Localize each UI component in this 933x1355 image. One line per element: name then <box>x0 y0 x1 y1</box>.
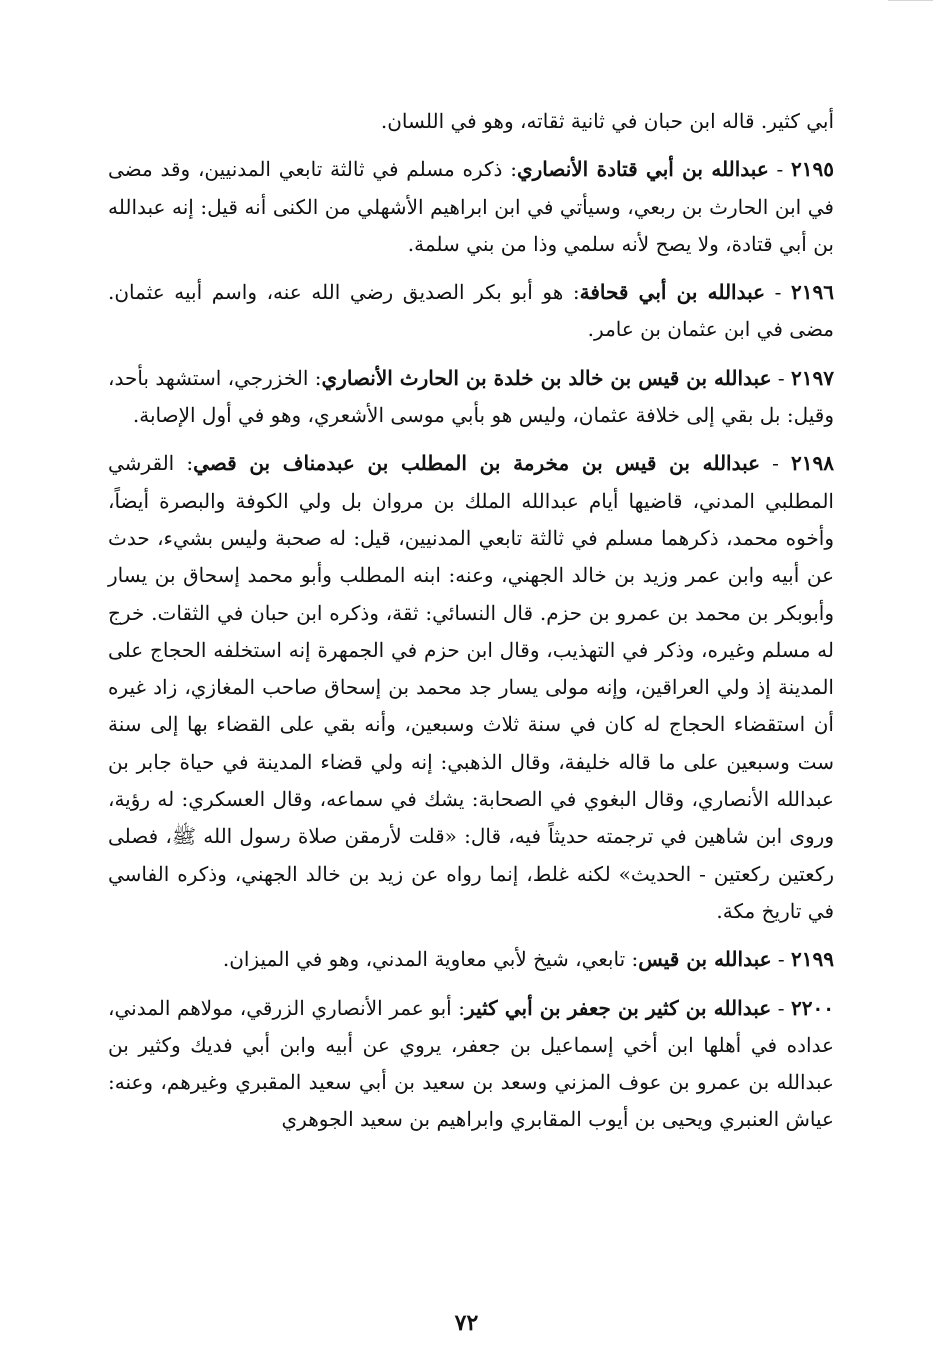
entry-number: ٢١٩٩ <box>791 947 834 972</box>
entry-number: ٢١٩٦ <box>791 280 834 305</box>
entry-2199: ٢١٩٩ - عبدالله بن قيس: تابعي، شيخ لأبي معاوية المدني، وهو في الميزان. <box>222 947 834 972</box>
entry-name: عبدالله بن كثير بن جعفر بن أبي كثير <box>465 995 772 1020</box>
entry-2196: ٢١٩٦ - عبدالله بن أبي قحافة: هو أبو بكر الصديق رضي الله عنه، واسم أبيه عثمان. مضى في ابن عثمان بن عامر. <box>108 280 834 342</box>
entry-name: عبدالله بن قيس <box>638 947 772 972</box>
entry-name: عبدالله بن أبي قحافة <box>579 280 766 305</box>
entry-text: الخزرجي، استشهد بأحد، وقيل: بل بقي إلى خلافة عثمان، وليس هو بأبي موسى الأشعري، وهو في أول الإصابة. <box>108 365 834 428</box>
entry-text: تابعي، شيخ لأبي معاوية المدني، وهو في الميزان. <box>222 947 626 972</box>
entry-name: عبدالله بن أبي قتادة الأنصاري <box>516 157 769 182</box>
page-number: ٧٢ <box>454 1310 479 1336</box>
continuation-paragraph: أبي كثير. قاله ابن حبان في ثانية ثقاته، وهو في اللسان. <box>380 109 834 133</box>
entry-2197: ٢١٩٧ - عبدالله بن قيس بن خالد بن خلدة بن الحارث الأنصاري: الخزرجي، استشهد بأحد، وقيل: بل بقي إلى خلافة عثمان، وليس هو بأبي موسى الأشعري، وهو في أول الإصابة. <box>108 365 834 428</box>
entry-number: ٢٢٠٠ <box>791 995 834 1020</box>
entry-2198: ٢١٩٨ - عبدالله بن قيس بن مخرمة بن المطلب بن عبدمناف بن قصي: القرشي المطلبي المدني، قاضيها أيام عبدالله الملك بن مروان بل ولي الكوفة والبصرة أيضاً، وأخوه محمد، ذكرهما مسلم في ثالثة تابعي المدنيين، قيل: له صحبة وليس بشيء، حدث عن أبيه وابن عمر وزيد بن خالد الجهني، وعنه: ابنه المطلب وأبو محمد إسحاق بن يسار وأبوبكر بن محمد بن عمرو بن حزم. قال النسائي: ثقة، وذكره ابن حبان في الثقات. خرج له مسلم وغيره، وذكر في التهذيب، وقال ابن حزم في الجمهرة إنه استخلفه الحجاج على المدينة إذ ولي العراقين، وإنه مولى يسار جد محمد بن إسحاق صاحب المغازي، زاد غيره أن استقضاء الحجاج له كان في سنة ثلاث وسبعين، وأنه بقي على القضاء بها إلى سنة ست وسبعين على ما قاله خليفة، وقال الذهبي: إنه ولي قضاء المدينة في حياة جابر بن عبدالله الأنصاري، وقال البغوي في الصحابة: يشك في سماعه، وقال العسكري: له رؤية، وروى ابن شاهين في ترجمته حديثاً فيه، قال: «قلت لأرمقن صلاة رسول الله ﷺ، فصلى ركعتين ركعتين - الحديث» لكنه غلط، إنما رواه عن زيد بن خالد الجهني، وذكره الفاسي في تاريخ مكة. <box>108 451 834 923</box>
scan-corner-mark <box>888 0 933 11</box>
entry-text: أبو عمر الأنصاري الزرقي، مولاهم المدني، عداده في أهلها ابن أخي إسماعيل بن جعفر، يروي عن أبيه وابن أبي فديك وكثير بن عبدالله بن عمرو بن عوف المزني وسعد بن سعيد بن أبي سعيد المقبري وغيرهم، وعنه: عياش العنبري ويحيى بن أيوب المقابري وابراهيم بن سعيد الجوهري <box>108 995 834 1132</box>
entry-2195: ٢١٩٥ - عبدالله بن أبي قتادة الأنصاري: ذكره مسلم في ثالثة تابعي المدنيين، وقد مضى في ابن الحارث بن ربعي، وسيأتي في ابن ابراهيم الأشهلي من الكنى أنه قيل: إنه عبدالله بن أبي قتادة، ولا يصح لأنه سلمي وذا من بني سلمة. <box>108 157 835 256</box>
entry-text: القرشي المطلبي المدني، قاضيها أيام عبدالله الملك بن مروان بل ولي الكوفة والبصرة أيضاً، وأخوه محمد، ذكرهما مسلم في ثالثة تابعي المدنيين، قيل: له صحبة وليس بشيء، حدث عن أبيه وابن عمر وزيد بن خالد الجهني، وعنه: ابنه المطلب وأبو محمد إسحاق بن يسار وأبوبكر بن محمد بن عمرو بن حزم. قال النسائي: ثقة، وذكره ابن حبان في الثقات. خرج له مسلم وغيره، وذكر في التهذيب، وقال ابن حزم في الجمهرة إنه استخلفه الحجاج على المدينة إذ ولي العراقين، وإنه مولى يسار جد محمد بن إسحاق صاحب المغازي، زاد غيره أن استقضاء الحجاج له كان في سنة ثلاث وسبعين، وأنه بقي على القضاء بها إلى سنة ست وسبعين على ما قاله خليفة، وقال الذهبي: إنه ولي قضاء المدينة في حياة جابر بن عبدالله الأنصاري، وقال البغوي في الصحابة: يشك في سماعه، وقال العسكري: له رؤية، وروى ابن شاهين في ترجمته حديثاً فيه، قال: «قلت لأرمقن صلاة رسول الله ﷺ، فصلى ركعتين ركعتين - الحديث» لكنه غلط، إنما رواه عن زيد بن خالد الجهني، وذكره الفاسي في تاريخ مكة. <box>108 451 834 923</box>
entry-number: ٢١٩٥ <box>791 157 835 182</box>
entry-name: عبدالله بن قيس بن مخرمة بن المطلب بن عبدمناف بن قصي <box>193 451 761 476</box>
page-body <box>108 103 834 1150</box>
entry-text: ذكره مسلم في ثالثة تابعي المدنيين، وقد مضى في ابن الحارث بن ربعي، وسيأتي في ابن ابراهيم الأشهلي من الكنى أنه قيل: إنه عبدالله بن أبي قتادة، ولا يصح لأنه سلمي وذا من بني سلمة. <box>108 157 834 256</box>
entry-2200: ٢٢٠٠ - عبدالله بن كثير بن جعفر بن أبي كثير: أبو عمر الأنصاري الزرقي، مولاهم المدني، عداده في أهلها ابن أخي إسماعيل بن جعفر، يروي عن أبيه وابن أبي فديك وكثير بن عبدالله بن عمرو بن عوف المزني وسعد بن سعيد بن أبي سعيد المقبري وغيرهم، وعنه: عياش العنبري ويحيى بن أيوب المقابري وابراهيم بن سعيد الجوهري <box>108 995 834 1132</box>
entry-name: عبدالله بن قيس بن خالد بن خلدة بن الحارث الأنصاري <box>321 365 772 390</box>
entry-number: ٢١٩٨ <box>791 451 834 476</box>
entry-text: هو أبو بكر الصديق رضي الله عنه، واسم أبيه عثمان. مضى في ابن عثمان بن عامر. <box>108 280 834 342</box>
entry-number: ٢١٩٧ <box>791 365 834 390</box>
